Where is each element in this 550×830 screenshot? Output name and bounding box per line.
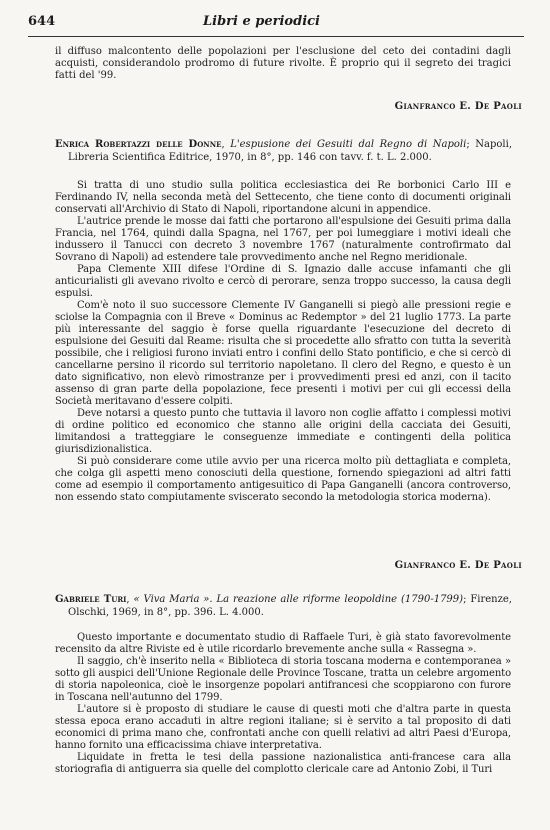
page-number: 644: [28, 14, 56, 29]
header-rule: [28, 36, 524, 37]
review-body: [55, 632, 511, 776]
running-title: Libri e periodici: [203, 14, 320, 29]
review-body: [55, 180, 511, 504]
review-paragraph: L'autrice prende le mosse dai fatti che portarono all'espulsione dei Gesuiti prima dalla Francia, nel 1764, quindi dalla Spagna, nel 1767, per poi lumeggiare i motivi ideali che indussero il Tanucci con decreto 3 novembre 1767 (naturalmente controfirmato dal Sovrano di Napoli) ad estendere tale provvedimento anche nel Regno meridionale.: [55, 216, 511, 263]
review-author: Gabriele Turi: [55, 594, 127, 605]
review-heading: Enrica Robertazzi delle Donne, L'espusione dei Gesuiti dal Regno di Napoli; Napoli, Libreria Scientifica Editrice, 1970, in 8°, pp. 146 con tavv. f. t. L. 2.000.: [55, 139, 512, 163]
signature: Gianfranco E. De Paoli: [394, 101, 522, 112]
running-head: [28, 14, 522, 32]
book-title: « Viva Maria ». La reazione alle riforme leopoldine (1790-1799): [133, 594, 464, 605]
review-heading: Gabriele Turi, « Viva Maria ». La reazione alle riforme leopoldine (1790-1799); Firenze, Olschki, 1969, in 8°, pp. 396. L. 4.000.: [55, 594, 512, 618]
continuation-paragraph: il diffuso malcontento delle popolazioni per l'esclusione del ceto dei contadini dagli acquisti, considerandolo prodromo di future rivolte. È proprio qui il segreto dei tragici fatti del '99.: [55, 46, 511, 81]
book-title: L'espusione dei Gesuiti dal Regno di Napoli: [230, 139, 467, 150]
review-paragraph: Com'è noto il suo successore Clemente IV Ganganelli si piegò alle pressioni regie e sciolse la Compagnia con il Breve « Dominus ac Redemptor » del 21 luglio 1773. La parte più interessante del saggio è forse quella riguardante l'esecuzione del decreto di espulsione dei Gesuiti dal Reame: risulta che si procedette allo sfratto con tutta la severità possibile, che i religiosi furono inviati entro i confini dello Stato pontificio, e che si cercò di cancellarne persino il ricordo sul territorio napoletano. Il clero del Regno, e questo è un dato significativo, non elevò rimostranze per i provvedimenti presi ed anzi, con il tacito assenso di gran parte della popolazione, fece presenti i motivi per cui gli eccessi della Società meritavano d'essere colpiti.: [55, 300, 511, 407]
review-paragraph: Deve notarsi a questo punto che tuttavia il lavoro non coglie affatto i complessi motivi di ordine politico ed economico che stanno alle origini della cacciata dei Gesuiti, limitandosi a tratteggiare le conseguenze immediate e contingenti della politica giurisdizionalistica.: [55, 408, 511, 455]
publication-info: ; Napoli, Libreria Scientifica Editrice, 1970, in 8°, pp. 146 con tavv. f. t. L. 2.000.: [68, 139, 512, 163]
review-author: Enrica Robertazzi delle Donne: [55, 139, 222, 150]
signature: Gianfranco E. De Paoli: [394, 560, 522, 571]
review-paragraph: L'autore si è proposto di studiare le cause di questi moti che d'altra parte in questa stessa epoca erano accaduti in altre regioni italiane; si è servito a tal proposito di dati economici di prima mano che, confrontati anche con quelli relativi ad altri Paesi d'Europa, hanno fornito una efficacissima chiave interpretativa.: [55, 704, 511, 751]
review-paragraph: Papa Clemente XIII difese l'Ordine di S. Ignazio dalle accuse infamanti che gli anticurialisti gli avevano rivolto e cercò di perorare, senza troppo successo, la causa degli espulsi.: [55, 264, 511, 299]
review-paragraph: Si tratta di uno studio sulla politica ecclesiastica dei Re borbonici Carlo III e Ferdinando IV, nella seconda metà del Settecento, che tiene conto di documenti originali conservati all'Archivio di Stato di Napoli, riportandone alcuni in appendice.: [55, 180, 511, 215]
review-paragraph: Liquidate in fretta le tesi della passione nazionalistica anti-francese cara alla storiografia di antiguerra sia quelle del complotto clericale care ad Antonio Zobi, il Turi: [55, 752, 511, 775]
review-paragraph: Il saggio, ch'è inserito nella « Biblioteca di storia toscana moderna e contemporanea » sotto gli auspici dell'Unione Regionale delle Province Toscane, tratta un celebre argomento di storia napoleonica, cioè le insorgenze popolari antifrancesi che scoppiarono con furore in Toscana nell'autunno del 1799.: [55, 656, 511, 703]
continuation-text: [55, 46, 511, 82]
review-paragraph: Questo importante e documentato studio di Raffaele Turi, è già stato favorevolmente recensito da altre Riviste ed è utile ricordarlo brevemente anche sulla « Rassegna ».: [55, 632, 511, 655]
review-paragraph: Si può considerare come utile avvio per una ricerca molto più dettagliata e completa, che colga gli aspetti meno conosciuti della questione, fornendo spiegazioni ad altri fatti come ad esempio il comportamento antigesuitico di Papa Ganganelli (ancora controverso, non essendo stato compiutamente sviscerato secondo la metodologia storica moderna).: [55, 456, 511, 503]
publication-info: ; Firenze, Olschki, 1969, in 8°, pp. 396. L. 4.000.: [68, 594, 512, 618]
